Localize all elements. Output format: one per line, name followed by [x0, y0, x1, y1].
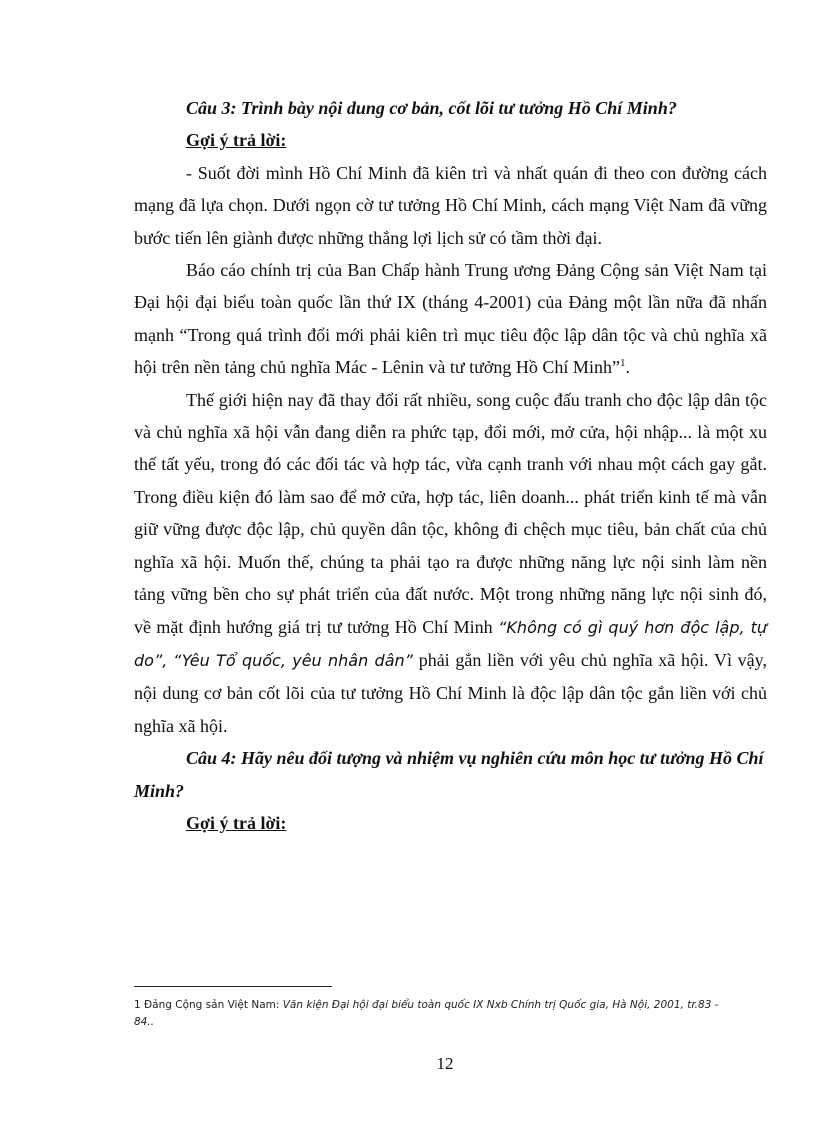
paragraph-3 — [134, 384, 767, 742]
footnote-separator — [134, 986, 332, 987]
paragraph-1: - Suốt đời mình Hồ Chí Minh đã kiên trì và nhất quán đi theo con đường cách mạng đã lựa chọn. Dưới ngọn cờ tư tưởng Hồ Chí Minh, cách mạng Việt Nam đã vững bước tiến lên giành được những thắng lợi lịch sử có tầm thời đại. — [134, 162, 767, 248]
footnote — [134, 997, 734, 1031]
page-content — [134, 92, 767, 839]
page-number: 12 — [436, 1054, 454, 1073]
footnote-author: Đảng Cộng sản Việt Nam: — [140, 999, 283, 1011]
footnote-number: 1 — [134, 999, 141, 1011]
paragraph-3-text-b: phải gắn liền với yêu chủ nghĩa xã hội. Vì vậy, nội dung cơ bản cốt lõi của tư tưởng Hồ Chí Minh là độc lập dân tộc gắn liền với chủ nghĩa xã hội. — [134, 649, 768, 736]
footnote-source: Văn kiện Đại hội đại biểu toàn quốc IX Nxb Chính trị Quốc gia, Hà Nội, 2001, tr.83 - 84.. — [134, 999, 719, 1028]
question-4-hint-label: Gợi ý trả lời: — [186, 812, 287, 833]
question-4-title: Câu 4: Hãy nêu đối tượng và nhiệm vụ nghiên cứu môn học tư tưởng Hồ Chí Minh? — [134, 748, 764, 801]
quote-independence: “Không có gì quý hơn độc lập, tự do”, — [134, 617, 768, 670]
question-3-hint-label: Gợi ý trả lời: — [186, 130, 287, 151]
paragraph-2-end: . — [625, 357, 630, 378]
paragraph-2 — [134, 254, 767, 384]
question-3-title: Câu 3: Trình bày nội dung cơ bản, cốt lõi tư tưởng Hồ Chí Minh? — [186, 98, 677, 118]
paragraph-3-text-a: Thế giới hiện nay đã thay đổi rất nhiều, song cuộc đấu tranh cho độc lập dân tộc và chủ nghĩa xã hội vẫn đang diễn ra phức tạp, đổi mới, mở cửa, hội nhập... là một xu thế tất yếu, trong đó các đối tác và hợp tác, vừa cạnh tranh với nhau một cách gay gắt. Trong điều kiện đó làm sao để mở cửa, hợp tác, liên doanh... phát triển kinh tế mà vẫn giữ vững được độc lập, chủ quyền dân tộc, không đi chệch mục tiêu, bản chất của chủ nghĩa xã hội. Muốn thế, chúng ta phải tạo ra được những năng lực nội sinh làm nền tảng vững bền cho sự phát triển của đất nước. Một trong những năng lực nội sinh đó, về mặt định hướng giá trị tư tưởng Hồ Chí Minh — [134, 389, 767, 637]
quote-patriotism: “Yêu Tổ quốc, yêu nhân dân” — [173, 650, 413, 670]
paragraph-2-text: Báo cáo chính trị của Ban Chấp hành Trung ương Đảng Cộng sản Việt Nam tại Đại hội đại biểu toàn quốc lần thứ IX (tháng 4-2001) của Đảng một lần nữa đã nhấn mạnh “Trong quá trình đổi mới phải kiên trì mục tiêu độc lập dân tộc và chủ nghĩa xã hội trên nền tảng chủ nghĩa Mác - Lênin và tư tưởng Hồ Chí Minh” — [134, 260, 767, 378]
footnote-reference: 1 — [619, 357, 626, 370]
